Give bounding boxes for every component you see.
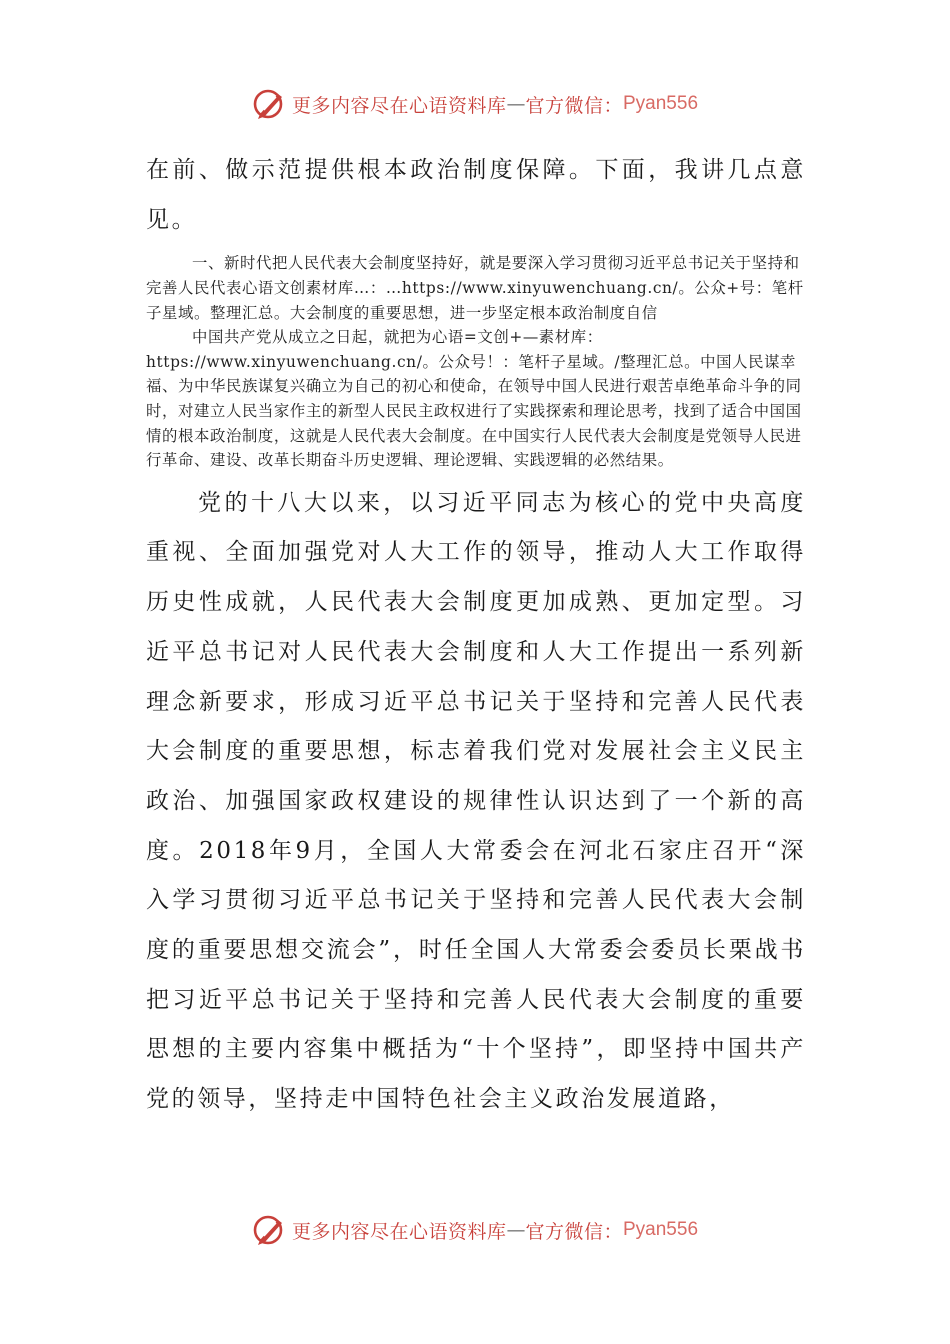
pen-logo-icon [252, 1212, 288, 1248]
watermark-wechat-id: Pyan556 [623, 93, 699, 114]
watermark-label: 官方微信： [525, 1220, 623, 1243]
body-paragraph: 党的十八大以来，以习近平同志为核心的党中央高度重视、全面加强党对人大工作的领导，推动人大工作取得历史性成就，人民代表大会制度更加成熟、更加定型。习近平总书记对人民代表大会制度和人大工作提出一系列新理念新要求，形成习近平总书记关于坚持和完善人民代表大会制度的重要思想，标志着我们党对发展社会主义民主政治、加强国家政权建设的规律性认识达到了一个新的高度。2018年9月，全国人大常委会在河北石家庄召开“深入学习贯彻习近平总书记关于坚持和完善人民代表大会制度的重要思想交流会”，时任全国人大常委会委员长栗战书把习近平总书记关于坚持和完善人民代表大会制度的重要思想的主要内容集中概括为“十个坚持”，即坚持中国共产党的领导，坚持走中国特色社会主义政治发展道路， [146, 489, 806, 1113]
watermark-label: 官方微信： [525, 94, 623, 117]
footer-watermark [0, 1210, 950, 1250]
paragraph-continuation: 在前、做示范提供根本政治制度保障。下面，我讲几点意见。 [146, 157, 806, 233]
watermark-text: 更多内容尽在心语资料库 [291, 1220, 507, 1243]
document-body [146, 146, 806, 1125]
watermark-text: 更多内容尽在心语资料库 [291, 94, 507, 117]
section-heading-paragraph: 一、新时代把人民代表大会制度坚持好，就是要深入学习贯彻习近平总书记关于坚持和完善人民代表心语文创素材库…：…https://www.xinyuwenchuang.cn/。公众+号：笔杆子星域。整理汇总。大会制度的重要思想，进一步坚定根本政治制度自信 [146, 254, 804, 322]
watermark-separator: — [506, 1219, 526, 1241]
watermark-wechat-id: Pyan556 [623, 1219, 699, 1240]
watermark-separator: — [506, 93, 526, 115]
header-watermark [0, 84, 950, 124]
small-text-block [146, 251, 806, 472]
pen-logo-icon [252, 86, 288, 122]
history-paragraph: 中国共产党从成立之日起，就把为心语=文创+—素材库：https://www.xinyuwenchuang.cn/。公众号！：笔杆子星域。/整理汇总。中国人民谋幸福、为中华民族谋复兴确立为自己的初心和使命，在领导中国人民进行艰苦卓绝革命斗争的同时，对建立人民当家作主的新型人民民主政权进行了实践探索和理论思考，找到了适合中国国情的根本政治制度，这就是人民代表大会制度。在中国实行人民代表大会制度是党领导人民进行革命、建设、改革长期奋斗历史逻辑、理论逻辑、实践逻辑的必然结果。 [146, 328, 802, 470]
